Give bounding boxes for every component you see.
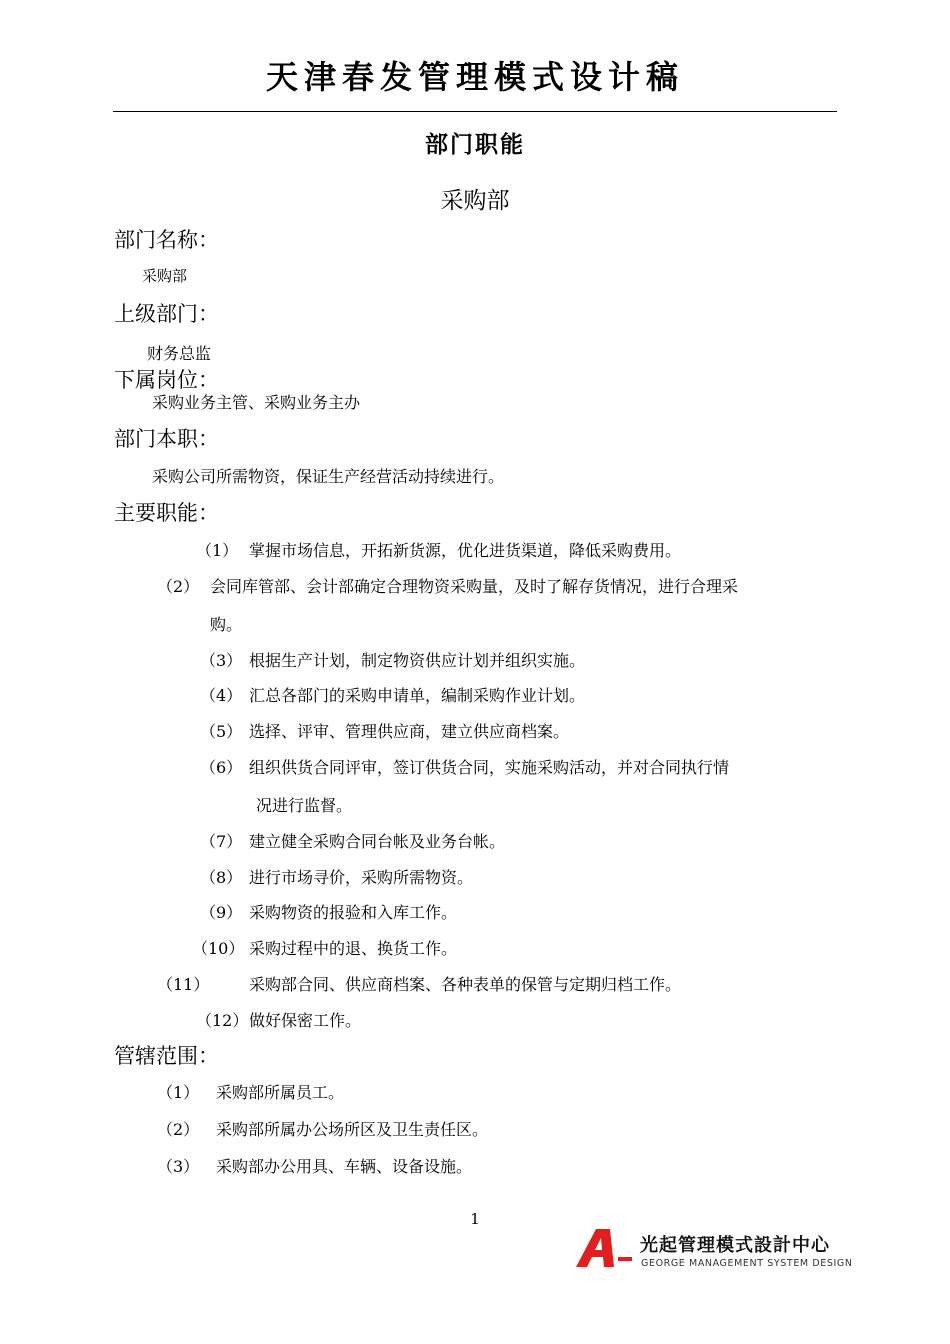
function-text: 采购物资的报验和入库工作。 <box>249 903 458 922</box>
function-text-continuation: 况进行监督。 <box>256 796 353 815</box>
function-text: 做好保密工作。 <box>249 1011 362 1030</box>
function-number: （3） <box>200 651 243 670</box>
section-heading-subordinate: 下属岗位： <box>114 368 219 392</box>
subordinate-positions-value: 采购业务主管、采购业务主办 <box>152 393 361 412</box>
function-number: （6） <box>200 758 243 777</box>
scope-text: 采购部所属员工。 <box>216 1083 345 1102</box>
department-duty-value: 采购公司所需物资，保证生产经营活动持续进行。 <box>152 467 505 486</box>
logo-company-name: 光起管理模式設計中心 <box>640 1235 830 1256</box>
logo-mark-icon <box>574 1227 638 1269</box>
scope-number: （3） <box>157 1157 200 1176</box>
function-number: （5） <box>200 722 243 741</box>
function-text: 采购部合同、供应商档案、各种表单的保管与定期归档工作。 <box>249 975 682 994</box>
function-text: 掌握市场信息，开拓新货源，优化进货渠道，降低采购费用。 <box>249 541 682 560</box>
section-heading-duty: 部门本职： <box>114 427 219 451</box>
document-title: 部门职能 <box>425 132 525 158</box>
function-text: 汇总各部门的采购申请单，编制采购作业计划。 <box>249 686 586 705</box>
function-number: （11） <box>157 975 210 994</box>
function-text-continuation: 购。 <box>210 615 243 634</box>
logo-company-subtitle: GEORGE MANAGEMENT SYSTEM DESIGN <box>641 1258 853 1269</box>
section-heading-scope: 管辖范围： <box>114 1044 219 1068</box>
function-number: （10） <box>192 939 245 958</box>
section-heading-functions: 主要职能： <box>114 501 219 525</box>
function-text: 组织供货合同评审，签订供货合同，实施采购活动，并对合同执行情 <box>249 758 730 777</box>
function-text: 进行市场寻价，采购所需物资。 <box>249 868 474 887</box>
function-text: 建立健全采购合同台帐及业务台帐。 <box>249 832 506 851</box>
superior-department-value: 财务总监 <box>147 344 212 363</box>
header-title: 天津春发管理模式设计稿 <box>265 58 684 96</box>
scope-number: （1） <box>157 1083 200 1102</box>
function-number: （1） <box>196 541 239 560</box>
function-text: 选择、评审、管理供应商，建立供应商档案。 <box>249 722 570 741</box>
function-number: （2） <box>157 577 200 596</box>
function-number: （9） <box>200 903 243 922</box>
department-title: 采购部 <box>440 188 510 214</box>
function-text: 会同库管部、会计部确定合理物资采购量，及时了解存货情况，进行合理采 <box>210 577 739 596</box>
section-heading-superior: 上级部门： <box>114 302 219 326</box>
scope-text: 采购部办公用具、车辆、设备设施。 <box>216 1157 473 1176</box>
section-heading-name: 部门名称： <box>114 228 219 252</box>
department-name-value: 采购部 <box>142 267 188 285</box>
header-divider <box>113 111 837 112</box>
function-number: （4） <box>200 686 243 705</box>
scope-text: 采购部所属办公场所区及卫生责任区。 <box>216 1120 489 1139</box>
function-number: （12） <box>196 1011 249 1030</box>
scope-number: （2） <box>157 1120 200 1139</box>
function-text: 采购过程中的退、换货工作。 <box>249 939 458 958</box>
page-number: 1 <box>470 1210 480 1228</box>
function-number: （8） <box>200 868 243 887</box>
function-text: 根据生产计划，制定物资供应计划并组织实施。 <box>249 651 586 670</box>
function-number: （7） <box>200 832 243 851</box>
